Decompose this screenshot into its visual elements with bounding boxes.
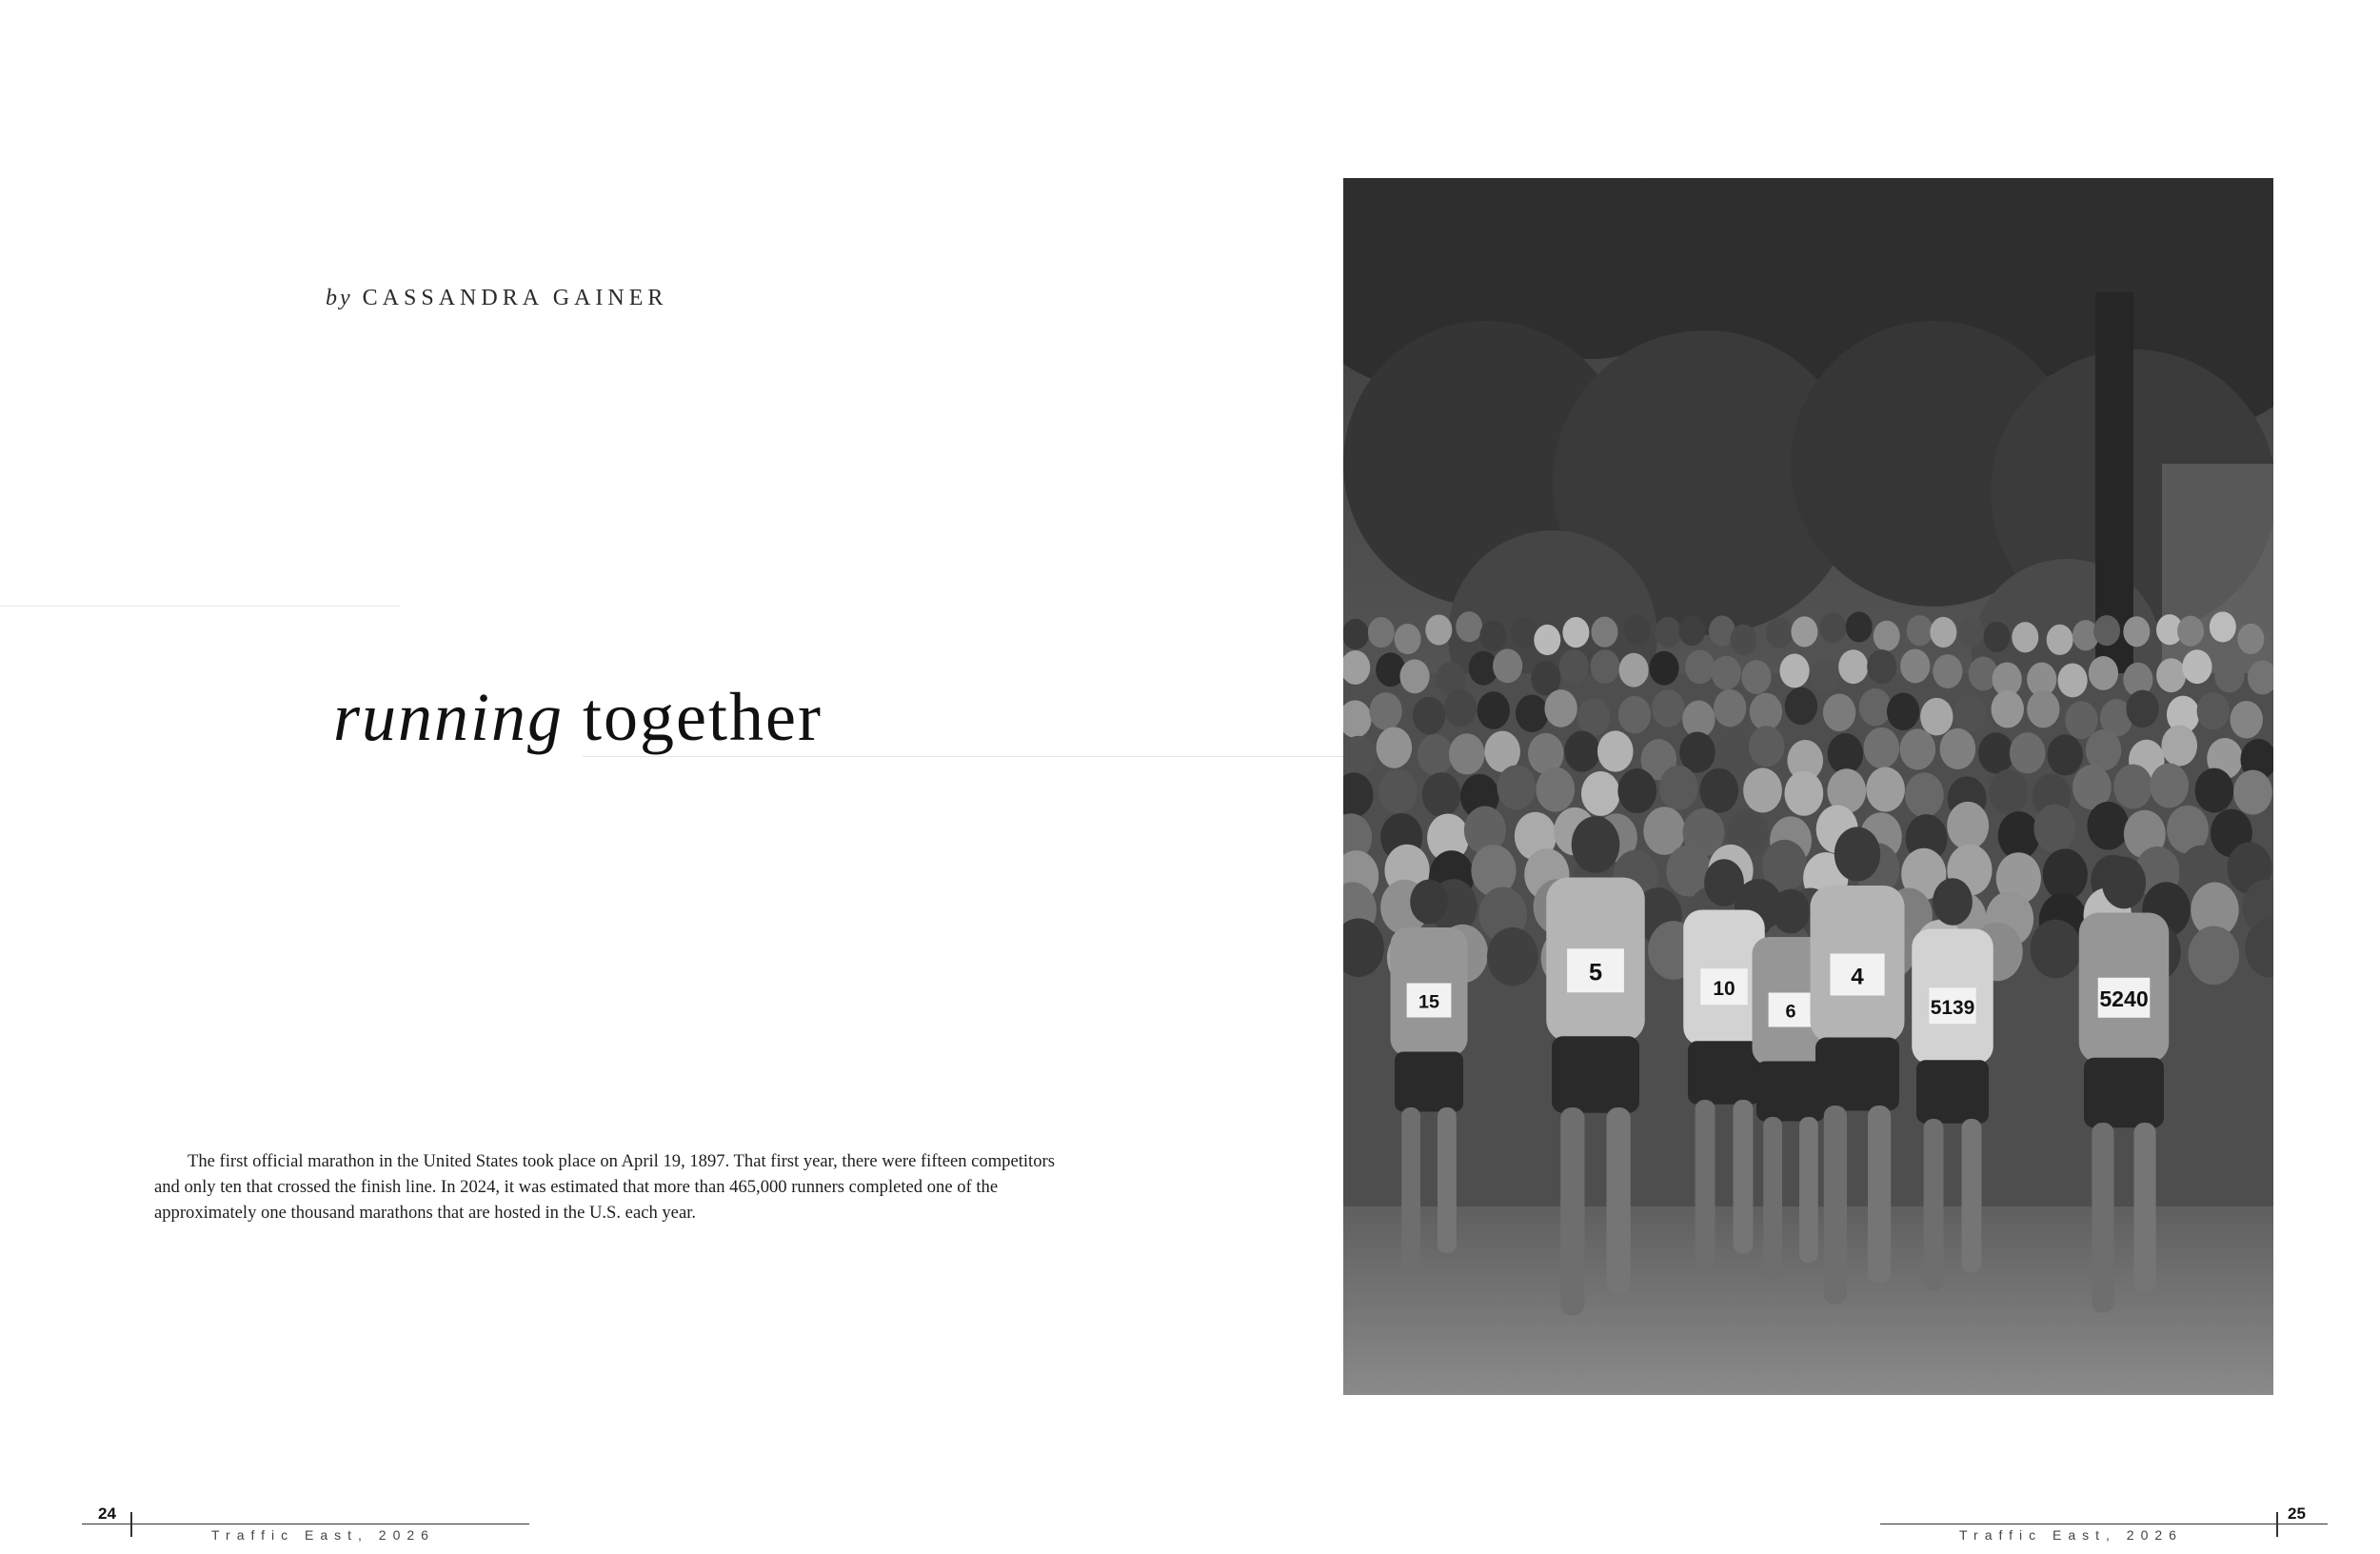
byline-author: CASSANDRA GAINER — [362, 286, 668, 310]
marathon-photo-illustration — [1343, 178, 2273, 1395]
race-bib-number: 6 — [1785, 1001, 1796, 1023]
intro-paragraph: The first official marathon in the United States took place on April 19, 1897. That first year, there were fifteen competitors and only ten that crossed the finish line. In 2024, it was estimated that more than 465,000 runners completed one of the approximately one thousand marathons that are hosted in the U.S. each year. — [154, 1151, 1055, 1223]
race-bib-number: 4 — [1851, 964, 1864, 990]
byline-prefix: by — [326, 286, 353, 310]
page-number-left: 24 — [98, 1504, 116, 1523]
byline — [326, 286, 667, 311]
headline-italic: running — [333, 679, 565, 755]
footer-tick-right — [2276, 1512, 2278, 1537]
race-bib-number: 10 — [1713, 977, 1735, 1000]
article-headline — [333, 678, 823, 757]
race-bib-number: 15 — [1418, 991, 1440, 1013]
decorative-rule-headline — [583, 756, 1344, 757]
headline-roman: together — [583, 679, 823, 755]
race-bib-number: 5139 — [1930, 996, 1975, 1019]
footer-publication-right: Traffic East, 2026 — [1959, 1527, 2183, 1543]
marathon-photo — [1343, 178, 2273, 1395]
footer-tick-left — [130, 1512, 132, 1537]
page-number-right: 25 — [2288, 1504, 2306, 1523]
footer-publication-left: Traffic East, 2026 — [211, 1527, 435, 1543]
decorative-rule-top — [0, 606, 400, 607]
race-bib-number: 5 — [1588, 959, 1603, 986]
race-bib-number: 5240 — [2099, 986, 2149, 1012]
